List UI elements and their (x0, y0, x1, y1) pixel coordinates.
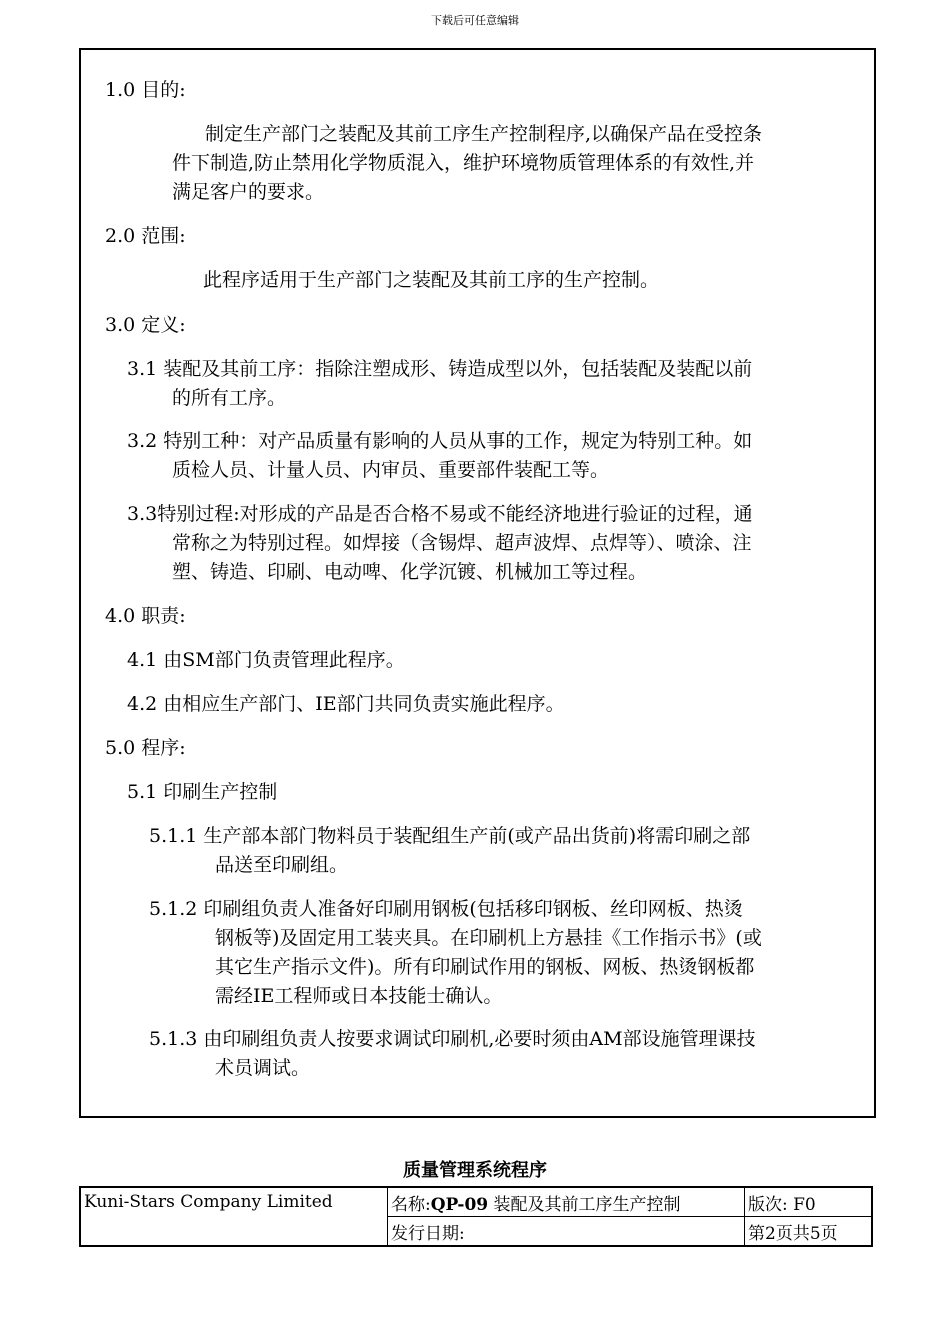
issue-date: 发行日期: (388, 1217, 745, 1247)
document-name-label: 名称: (391, 1194, 431, 1215)
document-name-cell (388, 1187, 745, 1217)
procedure-5-1-3-line-2: 术员调试。 (215, 1057, 311, 1079)
document-code: QP-09 (430, 1194, 489, 1215)
section-5-heading: 5.0 程序: (105, 737, 186, 759)
definition-3-2-line-2: 质检人员、计量人员、内审员、重要部件装配工等。 (172, 459, 610, 481)
download-note: 下载后可任意编辑 (431, 14, 519, 27)
section-4-heading: 4.0 职责: (105, 605, 186, 627)
page-number: 第2页共5页 (745, 1217, 873, 1247)
procedure-5-1-2-line-4: 需经IE工程师或日本技能士确认。 (215, 985, 503, 1007)
definition-3-1-line-1: 3.1 装配及其前工序：指除注塑成形、铸造成型以外，包括装配及装配以前 (127, 358, 753, 380)
definition-3-3-line-3: 塑、铸造、印刷、电动啤、化学沉镀、机械加工等过程。 (172, 561, 648, 583)
section-1-body-line-2: 件下制造,防止禁用化学物质混入，维护环境物质管理体系的有效性,并 (172, 152, 755, 174)
document-version: 版次: F0 (745, 1187, 873, 1217)
responsibility-4-2: 4.2 由相应生产部门、IE部门共同负责实施此程序。 (127, 693, 565, 715)
section-1-heading: 1.0 目的: (105, 79, 186, 101)
definition-3-2-line-1: 3.2 特别工种：对产品质量有影响的人员从事的工作，规定为特别工种。如 (127, 430, 753, 452)
section-3-heading: 3.0 定义: (105, 314, 186, 336)
section-2-body: 此程序适用于生产部门之装配及其前工序的生产控制。 (203, 269, 660, 291)
definition-3-3-line-1: 3.3特别过程:对形成的产品是否合格不易或不能经济地进行验证的过程，通 (127, 503, 753, 525)
procedure-5-1-2-line-3: 其它生产指示文件)。所有印刷试作用的钢板、网板、热烫钢板都 (215, 956, 755, 978)
procedure-5-1: 5.1 印刷生产控制 (127, 781, 278, 803)
procedure-5-1-3-line-1: 5.1.3 由印刷组负责人按要求调试印刷机,必要时须由AM部设施管理课技 (149, 1028, 756, 1050)
responsibility-4-1: 4.1 由SM部门负责管理此程序。 (127, 649, 405, 671)
document-footer-table (79, 1186, 873, 1247)
procedure-5-1-1-line-2: 品送至印刷组。 (215, 854, 349, 876)
procedure-5-1-2-line-1: 5.1.2 印刷组负责人准备好印刷用钢板(包括移印钢板、丝印网板、热烫 (149, 898, 743, 920)
document-system-title: 质量管理系统程序 (403, 1160, 547, 1181)
section-1-body-line-1: 制定生产部门之装配及其前工序生产控制程序,以确保产品在受控条 (205, 123, 763, 145)
document-name-value: 装配及其前工序生产控制 (488, 1194, 681, 1215)
definition-3-3-line-2: 常称之为特别过程。如焊接（含锡焊、超声波焊、点焊等）、喷涂、注 (172, 532, 752, 554)
procedure-5-1-1-line-1: 5.1.1 生产部本部门物料员于装配组生产前(或产品出货前)将需印刷之部 (149, 825, 751, 847)
section-2-heading: 2.0 范围: (105, 225, 186, 247)
procedure-content-box (79, 48, 876, 1118)
section-1-body-line-3: 满足客户的要求。 (172, 181, 325, 203)
company-name: Kuni-Stars Company Limited (80, 1187, 388, 1246)
definition-3-1-line-2: 的所有工序。 (172, 387, 287, 409)
procedure-5-1-2-line-2: 钢板等)及固定用工装夹具。在印刷机上方悬挂《工作指示书》(或 (215, 927, 762, 949)
